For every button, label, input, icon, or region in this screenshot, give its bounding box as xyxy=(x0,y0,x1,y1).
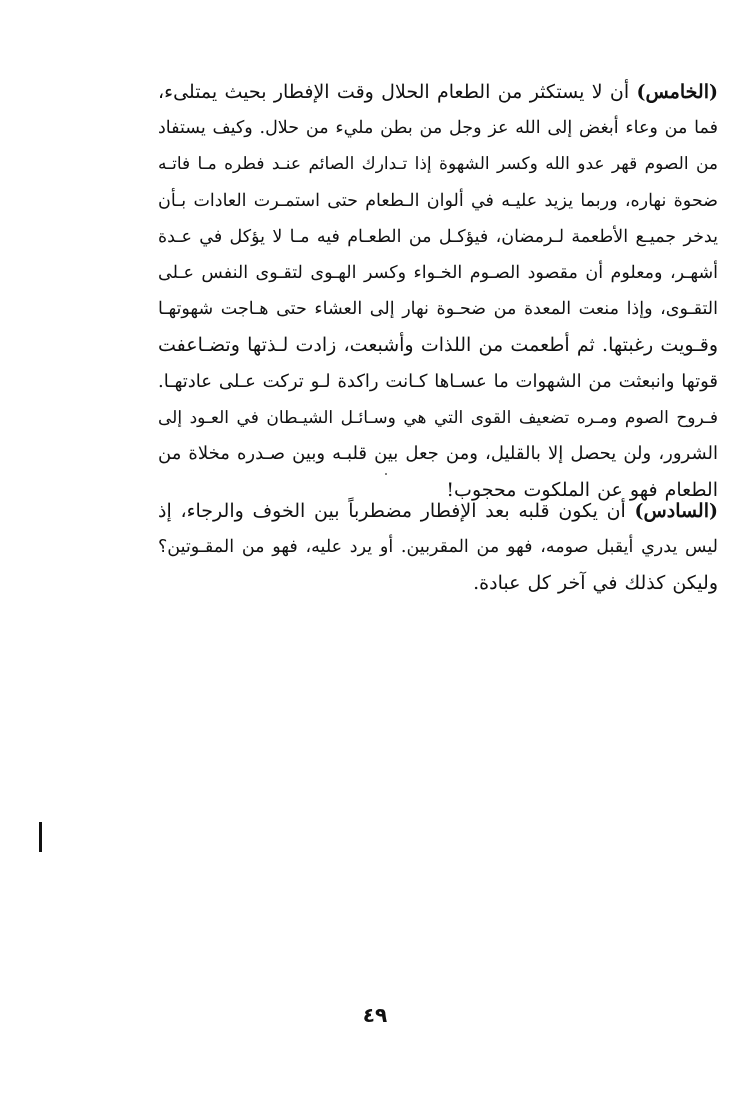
paragraph-line: ضحوة نهاره، وربما يزيد عليـه في ألوان الـطعام حتى استمـرت العادات بـأن xyxy=(158,190,718,211)
paragraph-line xyxy=(158,74,718,110)
paragraph-line: فـروح الصوم ومـره تضعيف القوى التي هي وسـائـل الشيـطان في العـود إلى xyxy=(158,407,718,428)
paragraph-fifth xyxy=(158,74,718,508)
paragraph-line: ليس يدري أيقبل صومه، فهو من المقربين. أو يرد عليه، فهو من المقـوتين؟ xyxy=(158,537,718,558)
stray-dot xyxy=(385,473,387,475)
line-text: أن لا يستكثر من الطعام الحلال وقت الإفطار بحيث يمتلىء، xyxy=(158,81,630,103)
margin-bar-mark xyxy=(39,822,42,852)
paragraph-line: يدخر جميـع الأطعمة لـرمضان، فيؤكـل من الطعـام فيه مـا لا يؤكل في عـدة xyxy=(158,226,718,247)
paragraph-line: قوتها وانبعثت من الشهوات ما عسـاها كـانت راكدة لـو تركت عـلى عادتهـا. xyxy=(158,370,718,392)
paragraph-line xyxy=(158,493,718,529)
paragraph-line: التقـوى، وإذا منعت المعدة من ضحـوة نهار إلى العشاء حتى هـاجت شهوتهـا xyxy=(158,299,718,320)
paragraph-line: فما من وعاء أبغض إلى الله عز وجل من بطن مليء من حلال. وكيف يستفاد xyxy=(158,118,718,139)
paragraph-line: الطعام فهو عن الملكوت محجوب! xyxy=(446,479,718,502)
page-number: ٤٩ xyxy=(362,1003,388,1027)
paragraph-line: الشرور، ولن يحصل إلا بالقليل، ومن جعل بين قلبـه وبين صـدره مخلاة من xyxy=(158,442,718,464)
line-text: أن يكون قلبه بعد الإفطار مضطرباً بين الخوف والرجاء، إذ xyxy=(158,500,626,522)
paragraph-sixth xyxy=(158,493,718,602)
paragraph-line: وليكن كذلك في آخر كل عبادة. xyxy=(473,572,718,595)
section-heading: (السادس) xyxy=(634,500,718,522)
paragraph-line: من الصوم قهر عدو الله وكسر الشهوة إذا تـدارك الصائم عنـد فطره مـا فاتـه xyxy=(158,154,718,175)
section-heading: (الخامس) xyxy=(636,81,718,103)
paragraph-line: أشهـر، ومعلوم أن مقصود الصـوم الخـواء وكسر الهـوى لتقـوى النفس عـلى xyxy=(158,262,718,283)
paragraph-line: وقـويت رغبتها. ثم أطعمت من اللذات وأشبعت، زادت لـذتها وتضـاعفت xyxy=(158,334,718,357)
